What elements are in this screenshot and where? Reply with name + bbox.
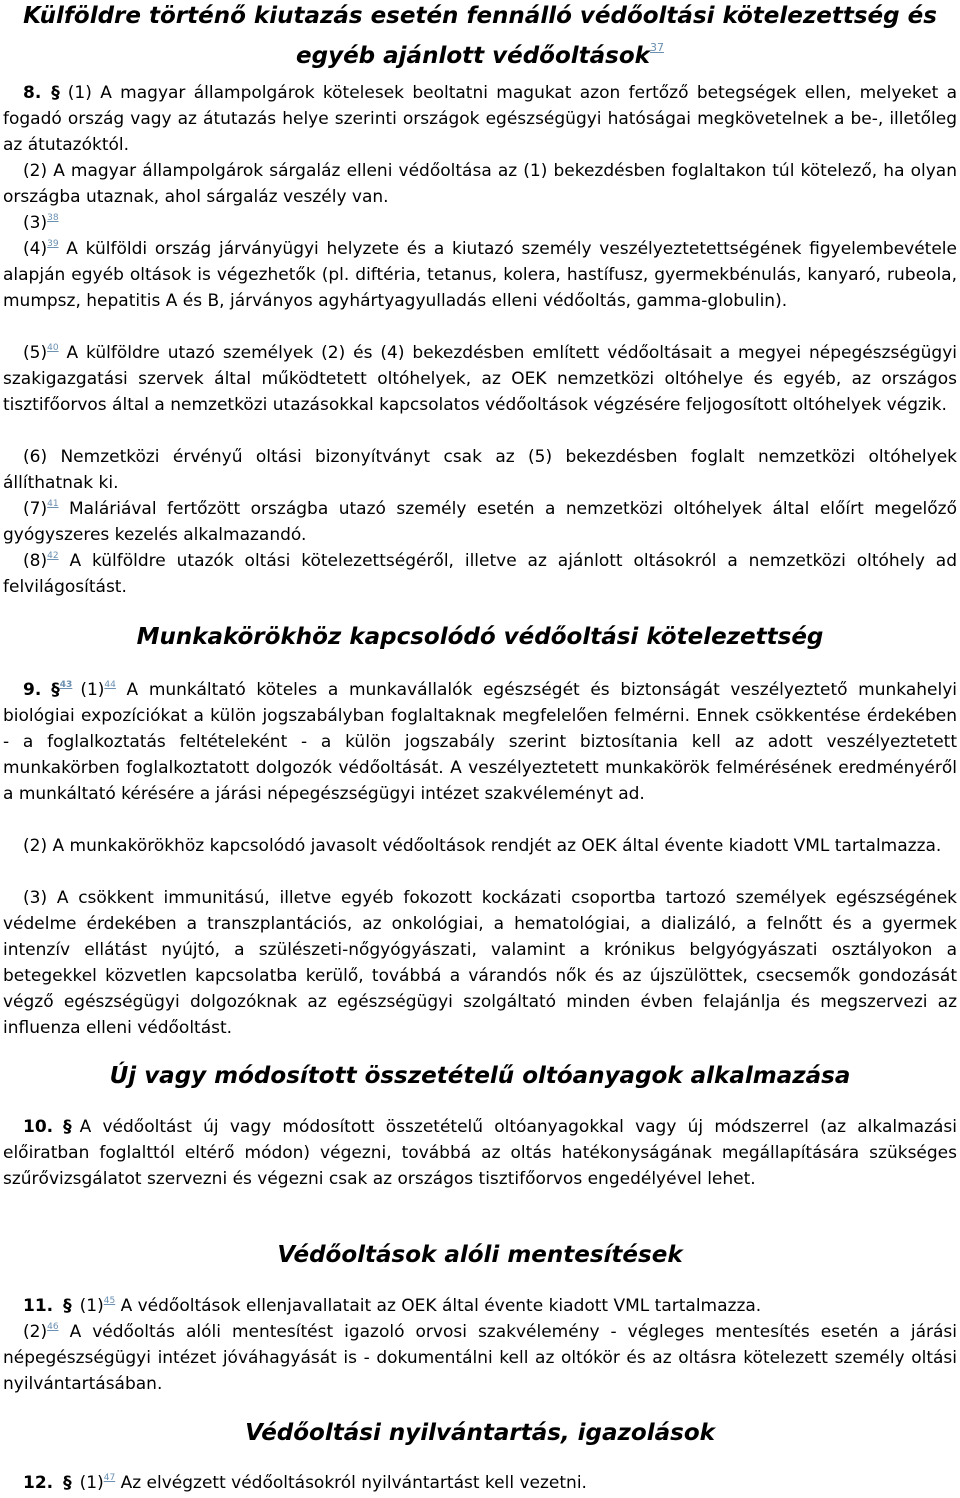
section-heading-nyilvantartas: Védőoltási nyilvántartás, igazolások <box>245 1420 715 1446</box>
paragraph-11-2: (2)$^{46}$ A védőoltás alóli mentesítést igazoló orvosi szakvélemény - végleges mentesítés esetén a járási népegészségügyi intézet jóváhagyását is - dokumentálni kell az oltókör és az oltásra kötelezett személy oltási nyilvántartásában. <box>3 1322 957 1394</box>
section-number: 11. <box>23 1296 54 1316</box>
footnote-link[interactable]: 42 <box>47 551 59 561</box>
footnote-link[interactable]: 38 <box>47 213 59 223</box>
paragraph-8-2: (2) A magyar állampolgárok sárgaláz elleni védőoltása az (1) bekezdésben foglaltakon túl kötelező, ha olyan országba utaznak, ahol sárgaláz veszély van. <box>3 161 957 207</box>
footnote-link[interactable]: 45 <box>103 1296 116 1306</box>
footnote-link[interactable]: 43 <box>59 680 73 690</box>
footnote-link[interactable]: 39 <box>47 239 59 249</box>
paragraph-9-3: (3) A csökkent immunitású, illetve egyéb fokozott kockázati csoportba tartozó személyek egészségének védelme érdekében a transzplantációs, az onkológiai, a hematológiai, a dializáló, a felnőtt és a gyermek intenzív ellátást nyújtó, a szülészeti-nőgyógyászati, valamint a krónikus belgyógyászati osztályokon a betegekkel közvetlen kapcsolatba kerülő, továbbá a várandós nők és az újszülöttek, csecsemők gondozását végző egészségügyi dolgozóknak az egészségügyi szolgáltató minden évben felajánlja és megszervezi az influenza elleni védőoltást. <box>3 888 957 1038</box>
paragraph-8-7: (7)$^{41}$ Maláriával fertőzött országba utazó személy esetén a nemzetközi oltóhelyek által előírt megelőző gyógyszeres kezelés alkalmazandó. <box>3 499 957 545</box>
paragraph-9-1: 9. §$^{43}$ (1)$^{44}$ A munkáltató köteles a munkavállalók egészségét és biztonságát veszélyeztető munkahelyi biológiai expozíciókat a külön jogszabályban foglaltaknak megfelelően felmérni. Ennek csökkentése érdekében - a foglalkoztatás feltételeként - a külön jogszabály szerint biztosítania kell az adott veszélyeztetett munkakörben foglalkoztatott dolgozók védőoltását. A veszélyeztetett munkakörök felmérésének eredményéről a munkáltató kérésére a járási népegészségügyi intézet szakvéleményt ad. <box>3 680 957 804</box>
section-number: 9. <box>23 680 42 700</box>
paragraph-8-1: 8. § (1) A magyar állampolgárok kötelesek beoltatni magukat azon fertőző betegségek ellen, melyeket a fogadó ország vagy az átutazás helye szerinti országok egészségügyi hatóságai megkövetelnek a be-, illetőleg az átutazóktól. <box>3 83 957 155</box>
section-heading-kulfoldre: Külföldre történő kiutazás esetén fennálló védőoltási kötelezettség és egyéb ajánlott védőoltások$^{37}$ <box>23 3 937 69</box>
section-heading-uj-oltoanyag: Új vagy módosított összetételű oltóanyagok alkalmazása <box>109 1063 851 1089</box>
footnote-link[interactable]: 47 <box>103 1473 116 1483</box>
paragraph-12-1: 12. § (1)$^{47}$ Az elvégzett védőoltásokról nyilvántartást kell vezetni. <box>23 1473 587 1493</box>
paragraph-11-1: 11. § (1)$^{45}$ A védőoltások ellenjavallatait az OEK által évente kiadott VML tartalmazza. <box>23 1296 762 1316</box>
section-number: 8. <box>23 83 42 103</box>
paragraph-10: 10. § A védőoltást új vagy módosított összetételű oltóanyagokkal vagy új módszerrel (az alkalmazási előiratban foglalttól eltérő módon) végezni, továbbá az oltás hatékonyságának megállapítására szükséges szűrővizsgálatot szervezni és végezni csak az országos tisztifőorvos engedélyével lehet. <box>3 1117 957 1189</box>
footnote-link[interactable]: 46 <box>47 1322 59 1332</box>
footnote-link[interactable]: 40 <box>47 343 59 353</box>
paragraph-8-8: (8)$^{42}$ A külföldre utazók oltási kötelezettségéről, illetve az ajánlott oltásokról a nemzetközi oltóhely ad felvilágosítást. <box>3 551 957 597</box>
paragraph-9-2: (2) A munkakörökhöz kapcsolódó javasolt védőoltások rendjét az OEK által évente kiadott VML tartalmazza. <box>23 836 942 856</box>
section-heading-mentesites: Védőoltások alóli mentesítések <box>277 1242 683 1268</box>
footnote-link[interactable]: 37 <box>649 41 664 54</box>
footnote-link[interactable]: 41 <box>47 499 59 509</box>
section-sign-link[interactable]: § <box>63 1296 72 1316</box>
section-sign-link[interactable]: § <box>63 1117 72 1137</box>
section-number: 10. <box>23 1117 54 1137</box>
section-sign-link[interactable]: § <box>63 1473 72 1493</box>
paragraph-8-6: (6) Nemzetközi érvényű oltási bizonyítványt csak az (5) bekezdésben foglalt nemzetközi oltóhelyek állíthatnak ki. <box>3 447 957 493</box>
section-sign-link[interactable]: § <box>51 83 60 103</box>
paragraph-8-5: (5)$^{40}$ A külföldre utazó személyek (2) és (4) bekezdésben említett védőoltásait a megyei népegészségügyi szakigazgatási szervek által működtetett oltóhelyek, az OEK nemzetközi oltóhelye és egyéb, az országos tisztifőorvos által a nemzetközi utazásokkal kapcsolatos védőoltások végzésére feljogosított oltóhelyek végzik. <box>3 343 958 415</box>
paragraph-8-4: (4)$^{39}$ A külföldi ország járványügyi helyzete és a kiutazó személy veszélyeztetettségének figyelembevétele alapján egyéb oltások is végezhetők (pl. diftéria, tetanus, kolera, hastífusz, gyermekbénulás, kanyaró, rubeola, mumpsz, hepatitis A és B, járványos agyhártyagyulladás elleni védőoltás, gamma-globulin). <box>3 239 957 311</box>
section-number: 12. <box>23 1473 54 1493</box>
section-sign-link[interactable]: §$^{43}$ <box>51 680 73 700</box>
section-heading-munkakor: Munkakörökhöz kapcsolódó védőoltási kötelezettség <box>136 624 824 650</box>
paragraph-8-3: (3)$^{38}$ <box>23 213 59 233</box>
footnote-link[interactable]: 44 <box>104 680 116 690</box>
